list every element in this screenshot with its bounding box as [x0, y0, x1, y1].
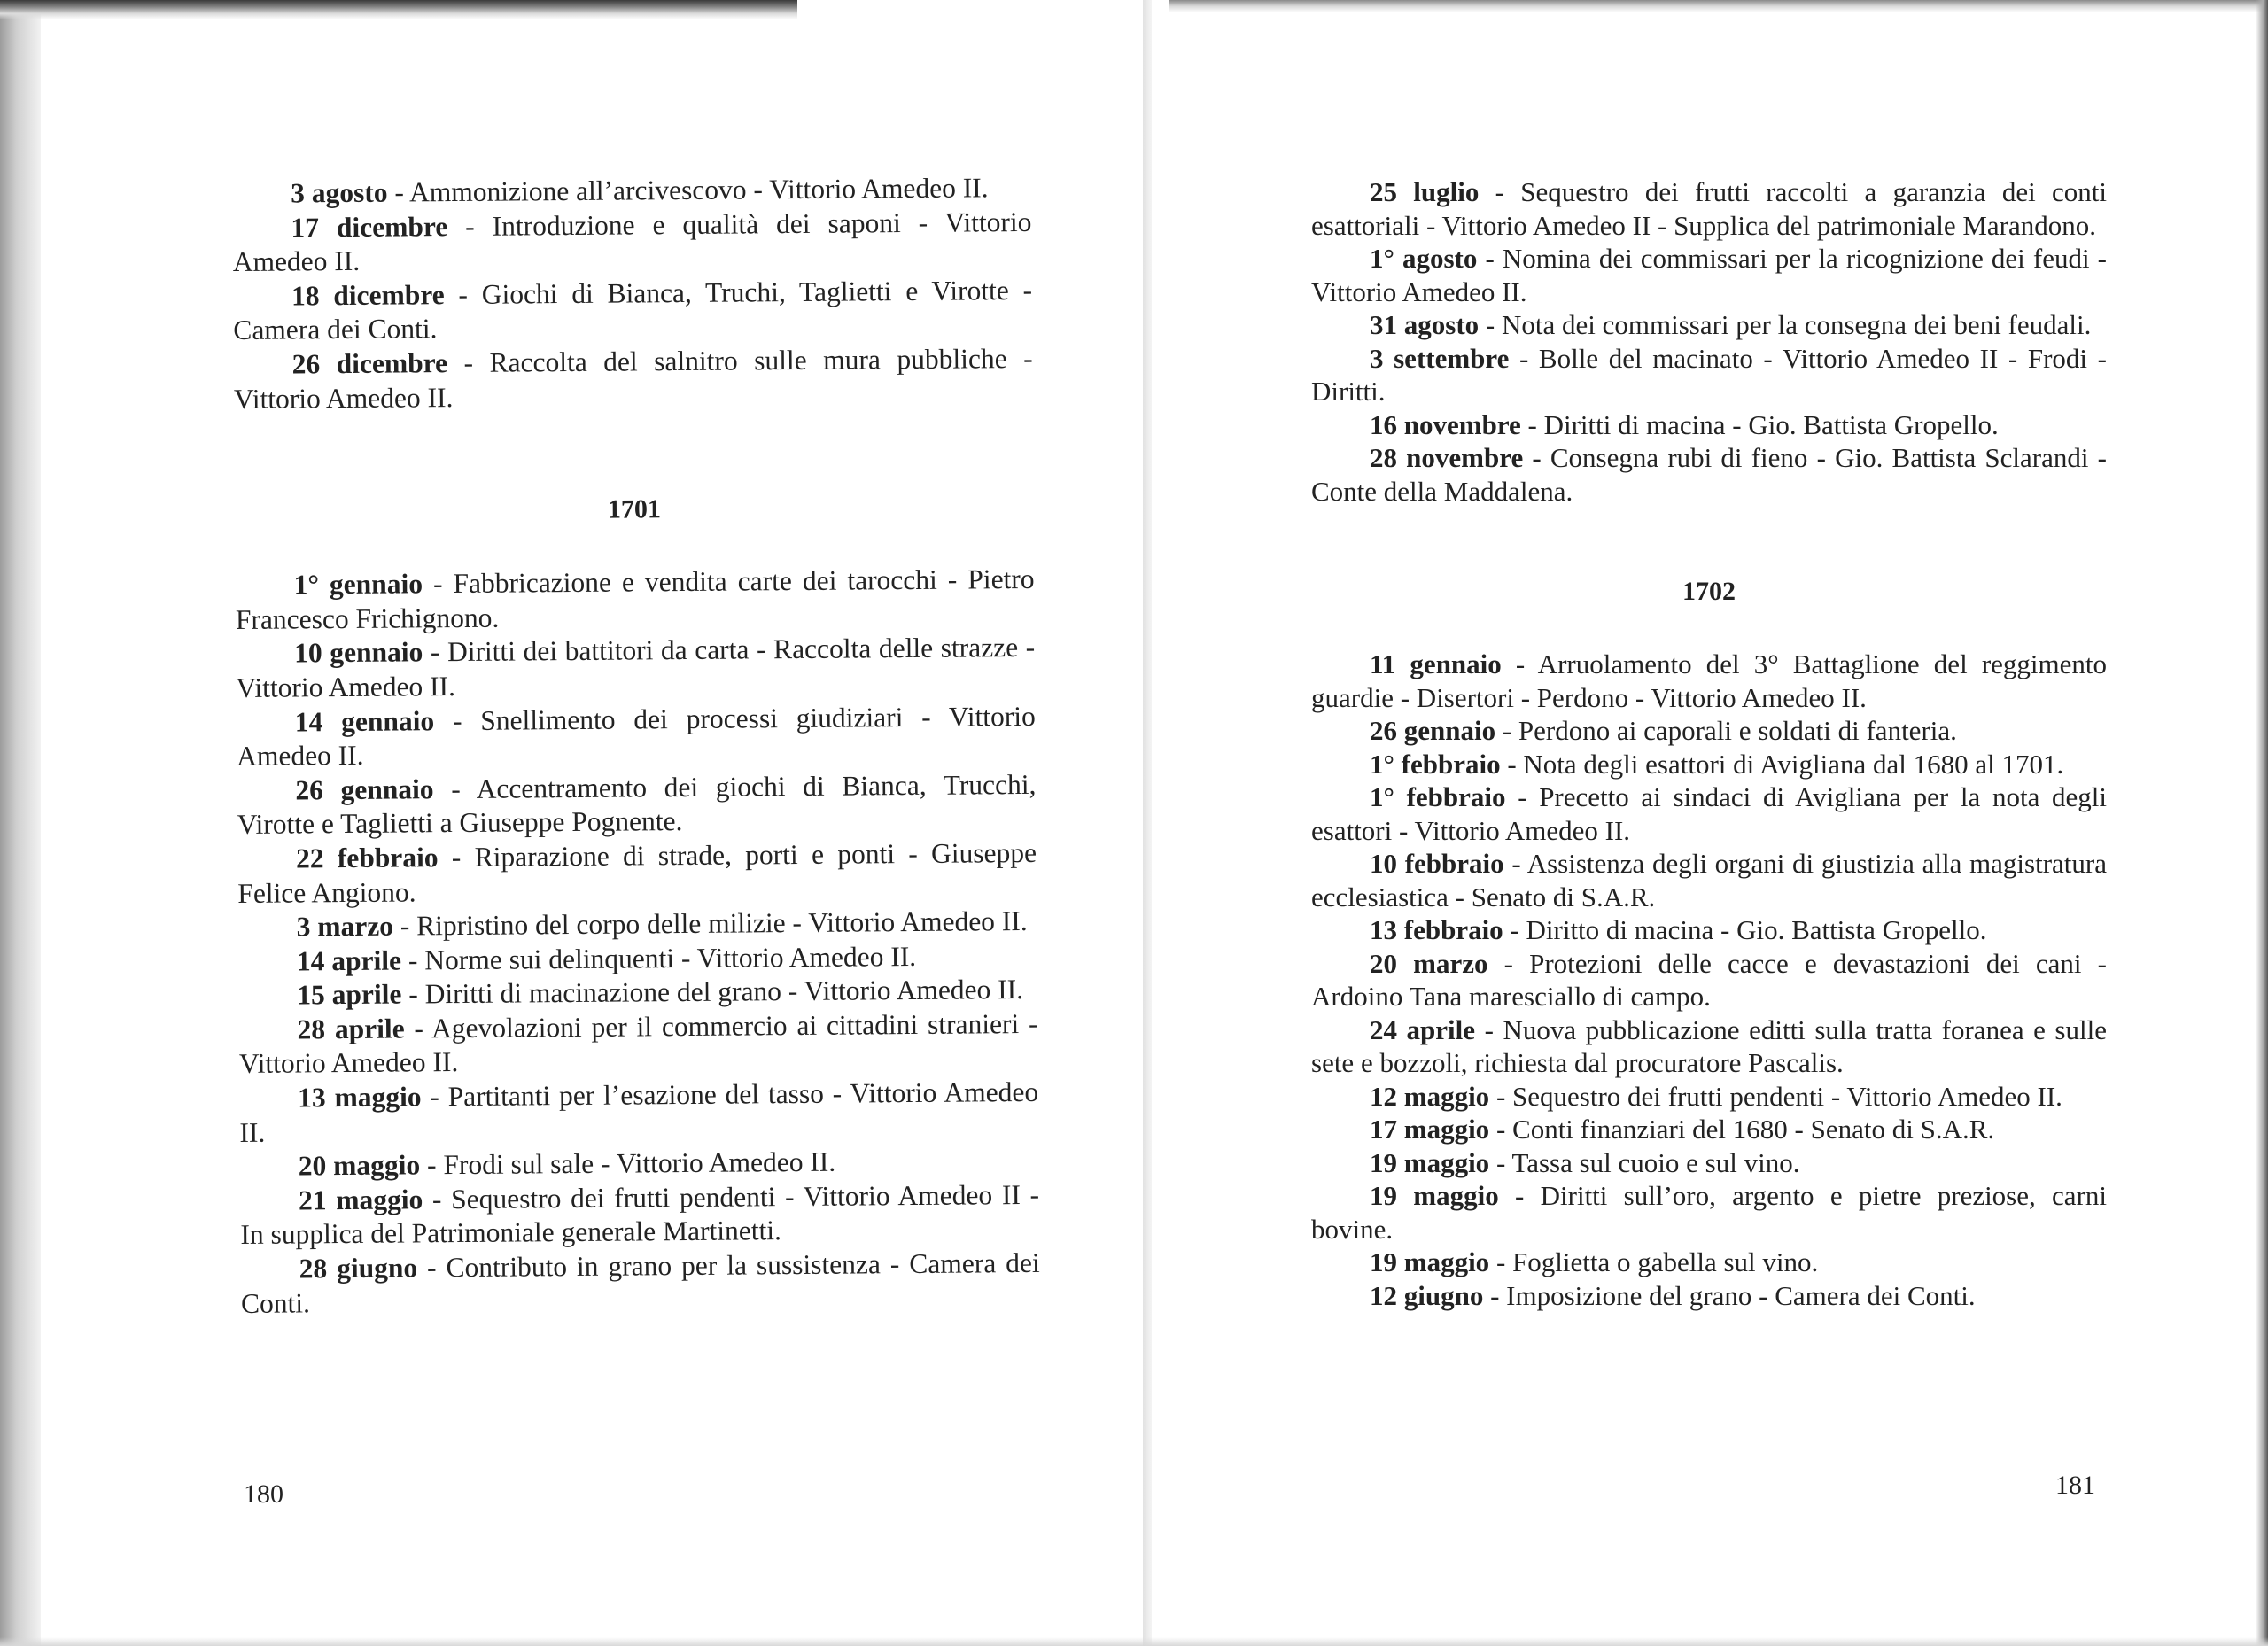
entry-text: - Diritti di macinazione del grano - Vittorio Amedeo II. [401, 974, 1024, 1010]
entry-date: 15 aprile [297, 978, 402, 1011]
year-heading: 1702 [1682, 577, 1736, 606]
entry-text: - Ammonizione all’arcivescovo - Vittorio Amedeo II. [387, 172, 989, 208]
entry-date: 21 maggio [298, 1184, 423, 1216]
entry [237, 768, 1037, 842]
entry-text: - Sequestro dei frutti pendenti - Vittorio Amedeo II. [1489, 1080, 2062, 1112]
entry [237, 836, 1037, 911]
entry-date: 19 maggio [1370, 1180, 1499, 1211]
entry [1311, 913, 2107, 947]
entry-text: - Bolle del macinato - Vittorio Amedeo II - Frodi - Diritti. [1311, 342, 2107, 407]
entry-date: 14 gennaio [294, 704, 435, 737]
entry [1311, 1080, 2107, 1114]
entry-date: 20 maggio [298, 1149, 421, 1182]
entry [1311, 1113, 2107, 1146]
scan-edge-top-left [0, 0, 797, 19]
entry-text: - Riparazione di strade, porti e ponti - Giuseppe Felice Angiono. [237, 836, 1037, 909]
entry-date: 17 maggio [1370, 1114, 1490, 1145]
entry-text: - Precetto ai sindaci di Avigliana per la nota degli esattori - Vittorio Amedeo II. [1311, 781, 2107, 846]
entry [232, 206, 1032, 280]
entry [238, 1007, 1038, 1082]
entry [241, 1246, 1041, 1321]
entry-date: 1° febbraio [1370, 748, 1501, 780]
entry-text: - Ripristino del corpo delle milizie - Vittorio Amedeo II. [392, 905, 1028, 942]
entry-text: - Sequestro dei frutti pendenti - Vittorio Amedeo II - In supplica del Patrimoniale generale Martinetti. [240, 1178, 1040, 1251]
entry-text: - Contributo in grano per la sussistenza - Camera dei Conti. [240, 1246, 1040, 1319]
entry-text: - Agevolazioni per il commercio ai cittadini stranieri - Vittorio Amedeo II. [238, 1007, 1038, 1080]
entry-date: 24 aprile [1370, 1013, 1476, 1045]
entry-date: 26 dicembre [291, 347, 448, 380]
scan-edge-bottom [0, 1637, 2268, 1646]
entry [1311, 714, 2107, 748]
right-page [1152, 0, 2268, 1646]
entry-date: 20 marzo [1370, 947, 1488, 979]
entry-date: 18 dicembre [291, 278, 445, 312]
entry-text: - Diritti di macina - Gio. Battista Gropello. [1520, 408, 1999, 440]
entry-text: - Nota dei commissari per la consegna dei beni feudali. [1479, 309, 2092, 340]
entry-date: 25 luglio [1370, 176, 1480, 207]
entry [1311, 947, 2107, 1013]
entry [1311, 242, 2107, 308]
entry [234, 342, 1034, 416]
entry-text: - Imposizione del grano - Camera dei Conti. [1483, 1279, 1976, 1311]
scan-edge-top-right [1169, 0, 2268, 12]
entry-date: 28 giugno [299, 1252, 418, 1285]
entry-text: - Norme sui delinquenti - Vittorio Amedeo II. [400, 940, 917, 976]
entry [1311, 1246, 2107, 1279]
entry-text: - Introduzione e qualità dei saponi - Vittorio Amedeo II. [232, 206, 1032, 278]
entry-text: - Raccolta del salnitro sulle mura pubbliche - Vittorio Amedeo II. [233, 342, 1033, 415]
entry-text: - Fabbricazione e vendita carte dei tarocchi - Pietro Francesco Frichignono. [235, 563, 1035, 635]
entry-date: 19 maggio [1370, 1146, 1490, 1178]
entry [1311, 1179, 2107, 1246]
entry-date: 1° agosto [1370, 243, 1478, 274]
entry [1311, 441, 2107, 508]
entry [1311, 1013, 2107, 1080]
entry-text: - Assistenza degli organi di giustizia alla magistratura ecclesiastica - Senato di S.A.R. [1311, 848, 2107, 912]
entry [238, 905, 1037, 945]
entry-text: - Tassa sul cuoio e sul vino. [1489, 1146, 1800, 1178]
entry [1311, 748, 2107, 781]
entry-date: 13 febbraio [1370, 914, 1503, 945]
entry-text: - Nuova pubblicazione editti sulla tratta foranea e sulle sete e bozzoli, richiesta dal procuratore Pascalis. [1311, 1013, 2107, 1078]
entry-date: 11 gennaio [1370, 648, 1502, 679]
entry-date: 31 agosto [1370, 309, 1480, 340]
entry [1311, 342, 2107, 408]
entry-text: - Sequestro dei frutti raccolti a garanzia dei conti esattoriali - Vittorio Amedeo II - Supplica del patrimoniale Marandono. [1311, 176, 2107, 241]
entry-text: - Arruolamento del 3° Battaglione del reggimento guardie - Disertori - Perdono - Vittorio Amedeo II. [1311, 648, 2107, 713]
entry-text: - Diritto di macina - Gio. Battista Gropello. [1503, 914, 1987, 945]
entry-text: - Diritti sull’oro, argento e pietre preziose, carni bovine. [1311, 1180, 2107, 1245]
entry-text: - Accentramento dei giochi di Bianca, Trucchi, Virotte e Taglietti a Giuseppe Pognente. [237, 768, 1037, 841]
entry-date: 12 maggio [1370, 1080, 1490, 1112]
entry-text: - Perdono ai caporali e soldati di fanteria. [1495, 715, 1957, 746]
entry-text: - Giochi di Bianca, Truchi, Taglietti e Virotte - Camera dei Conti. [233, 274, 1033, 346]
entry [1311, 1279, 2107, 1313]
entry-date: 26 gennaio [1370, 715, 1496, 746]
page-number: 180 [244, 1479, 284, 1509]
entry [239, 1075, 1039, 1150]
entry-text: - Frodi sul sale - Vittorio Amedeo II. [420, 1145, 836, 1181]
entry-date: 28 aprile [297, 1013, 405, 1045]
entry-date: 3 agosto [291, 176, 388, 209]
entry-date: 19 maggio [1370, 1246, 1490, 1277]
entry [1311, 847, 2107, 913]
entry [1311, 648, 2107, 714]
entry [237, 699, 1037, 773]
entry-date: 1° febbraio [1370, 781, 1506, 812]
left-text-column [232, 171, 1040, 1321]
entry [232, 171, 1031, 212]
entry-date: 16 novembre [1370, 408, 1521, 440]
entry-date: 3 settembre [1370, 342, 1510, 374]
entry [1311, 1146, 2107, 1180]
entry [235, 563, 1035, 637]
entry-date: 22 febbraio [295, 842, 439, 874]
entry-date: 26 gennaio [295, 773, 434, 806]
entry-date: 14 aprile [296, 944, 402, 977]
entry-text: - Nomina dei commissari per la ricognizione dei feudi - Vittorio Amedeo II. [1311, 243, 2107, 307]
entry-text: - Snellimento dei processi giudiziari - Vittorio Amedeo II. [236, 700, 1036, 773]
year-heading: 1701 [607, 494, 662, 524]
entry-text: - Diritti dei battitori da carta - Raccolta delle strazze - Vittorio Amedeo II. [236, 632, 1036, 703]
entry-text: - Consegna rubi di fieno - Gio. Battista Sclarandi - Conte della Maddalena. [1311, 442, 2107, 507]
entry-text: - Nota degli esattori di Avigliana dal 1680 al 1701. [1500, 748, 2064, 780]
entry [236, 631, 1036, 705]
entry-text: - Conti finanziari del 1680 - Senato di S.A.R. [1489, 1114, 1995, 1145]
entry [1311, 780, 2107, 847]
scan-edge-left [0, 0, 41, 1646]
entry-date: 17 dicembre [291, 210, 448, 244]
entry [233, 274, 1033, 348]
entry [1311, 308, 2107, 342]
entry-text: - Foglietta o gabella sul vino. [1489, 1246, 1819, 1277]
entry-date: 10 febbraio [1370, 848, 1504, 879]
entry-date: 1° gennaio [293, 568, 423, 601]
entry-date: 13 maggio [298, 1081, 422, 1114]
entry [1311, 175, 2107, 242]
entry-text: - Protezioni delle cacce e devastazioni dei cani - Ardoino Tana maresciallo di campo. [1311, 947, 2108, 1012]
entry [240, 1178, 1040, 1253]
entry-text: - Partitanti per l’esazione del tasso - Vittorio Amedeo II. [239, 1075, 1039, 1148]
entry-date: 10 gennaio [294, 636, 423, 669]
entry-date: 3 marzo [296, 910, 394, 943]
right-text-column [1311, 175, 2107, 1312]
page-number: 181 [2055, 1471, 2095, 1500]
scan-edge-right [2256, 0, 2268, 1646]
entry-date: 28 novembre [1370, 442, 1524, 473]
entry-date: 12 giugno [1370, 1279, 1484, 1311]
entry [1311, 408, 2107, 442]
